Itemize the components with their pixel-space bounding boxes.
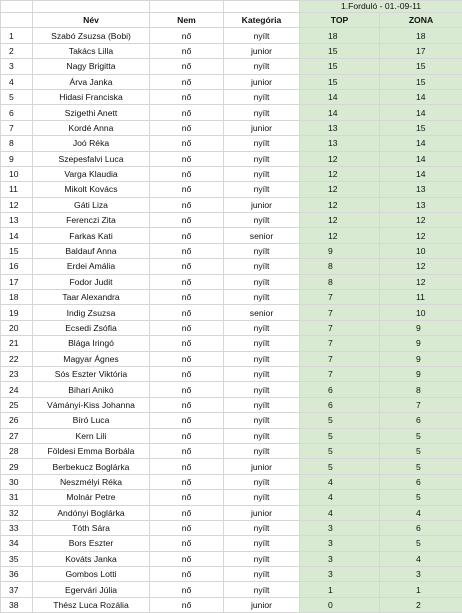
table-row (1, 520, 462, 535)
zona-cell[interactable]: 3 (380, 567, 462, 582)
category-cell[interactable]: nyílt (224, 59, 300, 74)
zona-cell[interactable]: 5 (380, 536, 462, 551)
row-index-cell[interactable]: 24 (1, 382, 33, 397)
top-cell[interactable]: 15 (300, 59, 380, 74)
category-cell[interactable]: nyílt (224, 490, 300, 505)
zona-cell[interactable]: 1 (380, 582, 462, 597)
gender-cell[interactable]: nő (150, 197, 224, 212)
top-cell[interactable]: 7 (300, 366, 380, 381)
table-row (1, 490, 462, 505)
header-index[interactable] (1, 13, 33, 28)
top-cell[interactable]: 5 (300, 443, 380, 458)
category-cell[interactable]: nyílt (224, 551, 300, 566)
category-cell[interactable]: nyílt (224, 290, 300, 305)
category-cell[interactable]: nyílt (224, 582, 300, 597)
gender-cell[interactable]: nő (150, 413, 224, 428)
row-index-cell[interactable]: 1 (1, 28, 33, 43)
gender-cell[interactable]: nő (150, 551, 224, 566)
gender-cell[interactable]: nő (150, 105, 224, 120)
top-cell[interactable]: 14 (300, 105, 380, 120)
category-cell[interactable]: junior (224, 505, 300, 520)
zona-cell[interactable]: 12 (380, 228, 462, 243)
top-cell[interactable]: 12 (300, 213, 380, 228)
top-cell[interactable]: 15 (300, 43, 380, 58)
name-cell[interactable]: Árva Janka (33, 74, 150, 89)
top-cell[interactable]: 7 (300, 336, 380, 351)
top-cell[interactable]: 1 (300, 582, 380, 597)
header-top[interactable]: TOP (300, 13, 380, 28)
category-cell[interactable]: nyílt (224, 536, 300, 551)
name-cell[interactable]: Ferenczi Zita (33, 213, 150, 228)
round-header-row (1, 1, 462, 13)
table-row (1, 336, 462, 351)
table-row (1, 274, 462, 289)
table-row (1, 536, 462, 551)
row-index-cell[interactable]: 19 (1, 305, 33, 320)
name-cell[interactable]: Baldauf Anna (33, 243, 150, 258)
zona-cell[interactable]: 4 (380, 551, 462, 566)
gender-cell[interactable]: nő (150, 366, 224, 381)
top-cell[interactable]: 5 (300, 428, 380, 443)
row-index-cell[interactable]: 18 (1, 290, 33, 305)
row-index-cell[interactable]: 26 (1, 413, 33, 428)
row-index-cell[interactable]: 17 (1, 274, 33, 289)
name-cell[interactable]: Gombos Lotti (33, 567, 150, 582)
zona-cell[interactable]: 18 (380, 28, 462, 43)
top-cell[interactable]: 12 (300, 228, 380, 243)
name-cell[interactable]: Neszmélyi Réka (33, 474, 150, 489)
category-cell[interactable]: nyílt (224, 382, 300, 397)
table-row (1, 567, 462, 582)
cell[interactable] (224, 1, 300, 13)
zona-cell[interactable]: 12 (380, 213, 462, 228)
row-index-cell[interactable]: 37 (1, 582, 33, 597)
name-cell[interactable]: Berbekucz Boglárka (33, 459, 150, 474)
row-index-cell[interactable]: 33 (1, 520, 33, 535)
gender-cell[interactable]: nő (150, 136, 224, 151)
category-cell[interactable]: nyílt (224, 166, 300, 181)
top-cell[interactable]: 4 (300, 505, 380, 520)
table-row (1, 320, 462, 335)
zona-cell[interactable]: 6 (380, 520, 462, 535)
zona-cell[interactable]: 12 (380, 259, 462, 274)
table-row (1, 505, 462, 520)
row-index-cell[interactable]: 38 (1, 597, 33, 612)
table-row (1, 551, 462, 566)
name-cell[interactable]: Bíró Luca (33, 413, 150, 428)
row-index-cell[interactable]: 13 (1, 213, 33, 228)
name-cell[interactable]: Kováts Janka (33, 551, 150, 566)
row-index-cell[interactable]: 20 (1, 320, 33, 335)
name-cell[interactable]: Földesi Emma Borbála (33, 443, 150, 458)
gender-cell[interactable]: nő (150, 243, 224, 258)
gender-cell[interactable]: nő (150, 428, 224, 443)
category-cell[interactable]: junior (224, 597, 300, 612)
category-cell[interactable]: nyílt (224, 243, 300, 258)
top-cell[interactable]: 5 (300, 413, 380, 428)
row-index-cell[interactable]: 12 (1, 197, 33, 212)
gender-cell[interactable]: nő (150, 336, 224, 351)
name-cell[interactable]: Sós Eszter Viktória (33, 366, 150, 381)
cell[interactable] (1, 1, 33, 13)
zona-cell[interactable]: 15 (380, 59, 462, 74)
name-cell[interactable]: Indig Zsuzsa (33, 305, 150, 320)
category-cell[interactable]: nyílt (224, 136, 300, 151)
row-index-cell[interactable]: 29 (1, 459, 33, 474)
gender-cell[interactable]: nő (150, 59, 224, 74)
zona-cell[interactable]: 9 (380, 366, 462, 381)
name-cell[interactable]: Andónyi Boglárka (33, 505, 150, 520)
category-cell[interactable]: nyílt (224, 443, 300, 458)
top-cell[interactable]: 3 (300, 520, 380, 535)
name-cell[interactable]: Takács Lilla (33, 43, 150, 58)
name-cell[interactable]: Joó Réka (33, 136, 150, 151)
cell[interactable] (33, 1, 150, 13)
row-index-cell[interactable]: 7 (1, 120, 33, 135)
gender-cell[interactable]: nő (150, 505, 224, 520)
zona-cell[interactable]: 9 (380, 351, 462, 366)
gender-cell[interactable]: nő (150, 228, 224, 243)
gender-cell[interactable]: nő (150, 182, 224, 197)
name-cell[interactable]: Kern Lili (33, 428, 150, 443)
gender-cell[interactable]: nő (150, 597, 224, 612)
row-index-cell[interactable]: 6 (1, 105, 33, 120)
name-cell[interactable]: Bihari Anikó (33, 382, 150, 397)
name-cell[interactable]: Hidasi Franciska (33, 89, 150, 104)
category-cell[interactable]: nyílt (224, 274, 300, 289)
category-cell[interactable]: nyílt (224, 320, 300, 335)
top-cell[interactable]: 4 (300, 490, 380, 505)
name-cell[interactable]: Szigethi Anett (33, 105, 150, 120)
zona-cell[interactable]: 2 (380, 597, 462, 612)
cell[interactable] (150, 1, 224, 13)
zona-cell[interactable]: 5 (380, 428, 462, 443)
gender-cell[interactable]: nő (150, 43, 224, 58)
zona-cell[interactable]: 13 (380, 182, 462, 197)
row-index-cell[interactable]: 25 (1, 397, 33, 412)
top-cell[interactable]: 14 (300, 89, 380, 104)
gender-cell[interactable]: nő (150, 166, 224, 181)
gender-cell[interactable]: nő (150, 459, 224, 474)
table-row (1, 428, 462, 443)
top-cell[interactable]: 8 (300, 259, 380, 274)
category-cell[interactable]: junior (224, 459, 300, 474)
top-cell[interactable]: 5 (300, 459, 380, 474)
gender-cell[interactable]: nő (150, 582, 224, 597)
table-row (1, 413, 462, 428)
name-cell[interactable]: Bors Eszter (33, 536, 150, 551)
name-cell[interactable]: Gáti Liza (33, 197, 150, 212)
gender-cell[interactable]: nő (150, 151, 224, 166)
header-category[interactable]: Kategória (224, 13, 300, 28)
row-index-cell[interactable]: 30 (1, 474, 33, 489)
gender-cell[interactable]: nő (150, 474, 224, 489)
table-row (1, 59, 462, 74)
row-index-cell[interactable]: 36 (1, 567, 33, 582)
zona-cell[interactable]: 14 (380, 105, 462, 120)
header-zona[interactable]: ZONA (380, 13, 462, 28)
table-row (1, 582, 462, 597)
row-index-cell[interactable]: 15 (1, 243, 33, 258)
zona-cell[interactable]: 9 (380, 336, 462, 351)
category-cell[interactable]: nyílt (224, 213, 300, 228)
category-cell[interactable]: nyílt (224, 520, 300, 535)
top-cell[interactable]: 15 (300, 74, 380, 89)
top-cell[interactable]: 3 (300, 567, 380, 582)
column-header-row (1, 13, 462, 28)
row-index-cell[interactable]: 22 (1, 351, 33, 366)
gender-cell[interactable]: nő (150, 520, 224, 535)
top-cell[interactable]: 3 (300, 551, 380, 566)
category-cell[interactable]: nyílt (224, 105, 300, 120)
table-row (1, 243, 462, 258)
top-cell[interactable]: 9 (300, 243, 380, 258)
gender-cell[interactable]: nő (150, 120, 224, 135)
row-index-cell[interactable]: 8 (1, 136, 33, 151)
row-index-cell[interactable]: 3 (1, 59, 33, 74)
gender-cell[interactable]: nő (150, 89, 224, 104)
zona-cell[interactable]: 4 (380, 505, 462, 520)
top-cell[interactable]: 4 (300, 474, 380, 489)
gender-cell[interactable]: nő (150, 274, 224, 289)
row-index-cell[interactable]: 14 (1, 228, 33, 243)
name-cell[interactable]: Ecsedi Zsófia (33, 320, 150, 335)
category-cell[interactable]: nyílt (224, 151, 300, 166)
header-name[interactable]: Név (33, 13, 150, 28)
top-cell[interactable]: 12 (300, 197, 380, 212)
row-index-cell[interactable]: 32 (1, 505, 33, 520)
zona-cell[interactable]: 6 (380, 474, 462, 489)
row-index-cell[interactable]: 21 (1, 336, 33, 351)
table-row (1, 197, 462, 212)
table-row (1, 474, 462, 489)
zona-cell[interactable]: 9 (380, 320, 462, 335)
row-index-cell[interactable]: 23 (1, 366, 33, 381)
row-index-cell[interactable]: 16 (1, 259, 33, 274)
top-cell[interactable]: 13 (300, 120, 380, 135)
category-cell[interactable]: junior (224, 74, 300, 89)
name-cell[interactable]: Szepesfalvi Luca (33, 151, 150, 166)
zona-cell[interactable]: 8 (380, 382, 462, 397)
header-gender[interactable]: Nem (150, 13, 224, 28)
zona-cell[interactable]: 5 (380, 459, 462, 474)
table-row (1, 28, 462, 43)
zona-cell[interactable]: 11 (380, 290, 462, 305)
table-row (1, 459, 462, 474)
name-cell[interactable]: Egervári Júlia (33, 582, 150, 597)
table-row (1, 89, 462, 104)
name-cell[interactable]: Kordé Anna (33, 120, 150, 135)
table-row (1, 213, 462, 228)
table-row (1, 43, 462, 58)
category-cell[interactable]: senior (224, 305, 300, 320)
gender-cell[interactable]: nő (150, 536, 224, 551)
gender-cell[interactable]: nő (150, 320, 224, 335)
row-index-cell[interactable]: 11 (1, 182, 33, 197)
zona-cell[interactable]: 14 (380, 151, 462, 166)
gender-cell[interactable]: nő (150, 443, 224, 458)
name-cell[interactable]: Magyar Ágnes (33, 351, 150, 366)
table-row (1, 136, 462, 151)
row-index-cell[interactable]: 34 (1, 536, 33, 551)
gender-cell[interactable]: nő (150, 382, 224, 397)
table-row (1, 382, 462, 397)
zona-cell[interactable]: 17 (380, 43, 462, 58)
category-cell[interactable]: nyílt (224, 336, 300, 351)
top-cell[interactable]: 7 (300, 351, 380, 366)
table-row (1, 120, 462, 135)
category-cell[interactable]: nyílt (224, 474, 300, 489)
table-row (1, 74, 462, 89)
zona-cell[interactable]: 13 (380, 197, 462, 212)
category-cell[interactable]: nyílt (224, 89, 300, 104)
zona-cell[interactable]: 14 (380, 89, 462, 104)
category-cell[interactable]: junior (224, 43, 300, 58)
top-cell[interactable]: 3 (300, 536, 380, 551)
gender-cell[interactable]: nő (150, 397, 224, 412)
top-cell[interactable]: 6 (300, 382, 380, 397)
name-cell[interactable]: Mikolt Kovács (33, 182, 150, 197)
name-cell[interactable]: Tóth Sára (33, 520, 150, 535)
row-index-cell[interactable]: 35 (1, 551, 33, 566)
row-index-cell[interactable]: 5 (1, 89, 33, 104)
row-index-cell[interactable]: 9 (1, 151, 33, 166)
gender-cell[interactable]: nő (150, 490, 224, 505)
name-cell[interactable]: Vámányi-Kiss Johanna (33, 397, 150, 412)
table-row (1, 597, 462, 612)
zona-cell[interactable]: 7 (380, 397, 462, 412)
row-index-cell[interactable]: 2 (1, 43, 33, 58)
zona-cell[interactable]: 12 (380, 274, 462, 289)
zona-cell[interactable]: 5 (380, 490, 462, 505)
top-cell[interactable]: 8 (300, 274, 380, 289)
top-cell[interactable]: 6 (300, 397, 380, 412)
name-cell[interactable]: Molnár Petre (33, 490, 150, 505)
table-row (1, 290, 462, 305)
top-cell[interactable]: 7 (300, 305, 380, 320)
top-cell[interactable]: 7 (300, 320, 380, 335)
name-cell[interactable]: Farkas Kati (33, 228, 150, 243)
top-cell[interactable]: 13 (300, 136, 380, 151)
zona-cell[interactable]: 15 (380, 74, 462, 89)
category-cell[interactable]: nyílt (224, 397, 300, 412)
top-cell[interactable]: 12 (300, 151, 380, 166)
gender-cell[interactable]: nő (150, 351, 224, 366)
gender-cell[interactable]: nő (150, 74, 224, 89)
table-row (1, 351, 462, 366)
row-index-cell[interactable]: 4 (1, 74, 33, 89)
name-cell[interactable]: Thész Luca Rozália (33, 597, 150, 612)
category-cell[interactable]: junior (224, 120, 300, 135)
top-cell[interactable]: 0 (300, 597, 380, 612)
table-row (1, 305, 462, 320)
category-cell[interactable]: nyílt (224, 28, 300, 43)
zona-cell[interactable]: 6 (380, 413, 462, 428)
table-row (1, 397, 462, 412)
category-cell[interactable]: nyílt (224, 366, 300, 381)
name-cell[interactable]: Blága Iringó (33, 336, 150, 351)
category-cell[interactable]: nyílt (224, 428, 300, 443)
category-cell[interactable]: junior (224, 197, 300, 212)
gender-cell[interactable]: nő (150, 259, 224, 274)
zona-cell[interactable]: 10 (380, 305, 462, 320)
category-cell[interactable]: nyílt (224, 567, 300, 582)
row-index-cell[interactable]: 31 (1, 490, 33, 505)
category-cell[interactable]: nyílt (224, 259, 300, 274)
category-cell[interactable]: nyílt (224, 182, 300, 197)
table-row (1, 166, 462, 181)
zona-cell[interactable]: 10 (380, 243, 462, 258)
table-row (1, 443, 462, 458)
gender-cell[interactable]: nő (150, 290, 224, 305)
table-row (1, 151, 462, 166)
gender-cell[interactable]: nő (150, 28, 224, 43)
zona-cell[interactable]: 15 (380, 120, 462, 135)
name-cell[interactable]: Nagy Brigitta (33, 59, 150, 74)
category-cell[interactable]: senior (224, 228, 300, 243)
gender-cell[interactable]: nő (150, 305, 224, 320)
row-index-cell[interactable]: 10 (1, 166, 33, 181)
table-row (1, 259, 462, 274)
table-row (1, 182, 462, 197)
top-cell[interactable]: 12 (300, 166, 380, 181)
category-cell[interactable]: nyílt (224, 351, 300, 366)
name-cell[interactable]: Szabó Zsuzsa (Bobi) (33, 28, 150, 43)
table-row (1, 228, 462, 243)
name-cell[interactable]: Erdei Amália (33, 259, 150, 274)
top-cell[interactable]: 7 (300, 290, 380, 305)
category-cell[interactable]: nyílt (224, 413, 300, 428)
round-header[interactable]: 1.Forduló - 01.-09-11 (300, 1, 462, 13)
zona-cell[interactable]: 14 (380, 136, 462, 151)
name-cell[interactable]: Varga Klaudia (33, 166, 150, 181)
name-cell[interactable]: Fodor Judit (33, 274, 150, 289)
row-index-cell[interactable]: 27 (1, 428, 33, 443)
top-cell[interactable]: 18 (300, 28, 380, 43)
table-row (1, 366, 462, 381)
zona-cell[interactable]: 5 (380, 443, 462, 458)
table-row (1, 105, 462, 120)
row-index-cell[interactable]: 28 (1, 443, 33, 458)
top-cell[interactable]: 12 (300, 182, 380, 197)
gender-cell[interactable]: nő (150, 567, 224, 582)
zona-cell[interactable]: 14 (380, 166, 462, 181)
name-cell[interactable]: Taar Alexandra (33, 290, 150, 305)
gender-cell[interactable]: nő (150, 213, 224, 228)
